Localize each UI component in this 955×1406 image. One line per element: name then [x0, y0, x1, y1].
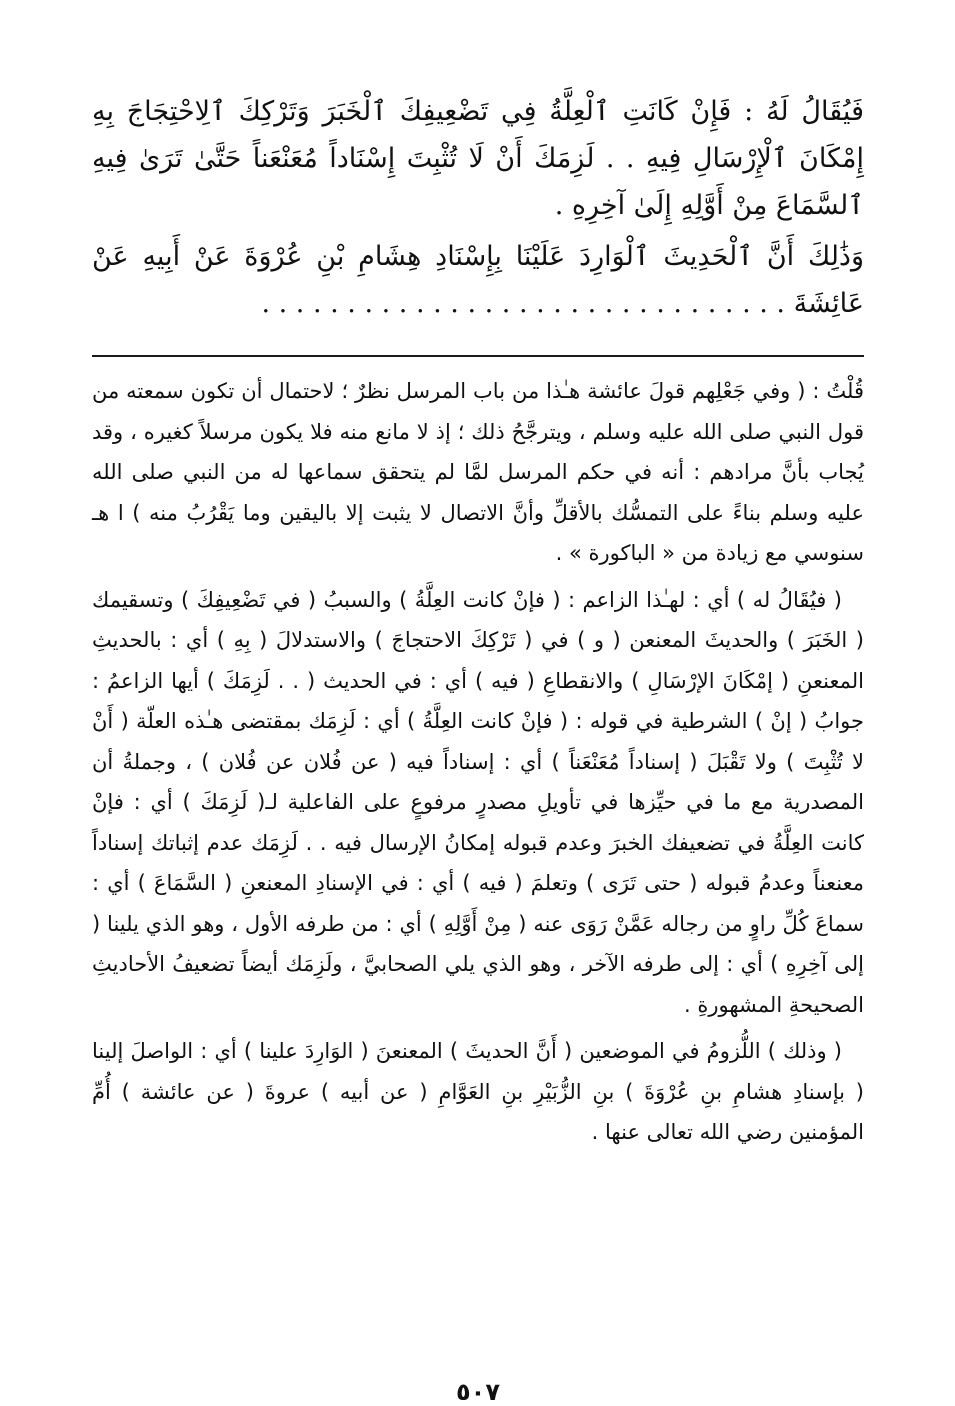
section-divider	[92, 355, 864, 357]
commentary-paragraph: ( فيُقَالُ له ) أي : لهـٰذا الزاعم : ( فإنْ كانت العِلَّةُ ) والسببُ ( في تَضْعِيفِكَ ) وتسقيمك ( الخَبَرَ ) والحديثَ المعنعن ( و ) في ( تَرْكِكَ الاحتجاجَ ) والاستدلالَ ( بِهِ ) أي : بالحديثِ المعنعنِ ( إمْكَانَ الإرْسَالِ ) والانقطاعِ ( فيه ) أي : في الحديث ( . . لَزِمَكَ ) أيها الزاعمُ : جوابُ ( إنْ ) الشرطية في قوله : ( فإنْ كانت العِلَّةُ ) أي : لَزِمَك بمقتضى هـٰذه العلّة ( أَنْ لا تُثْبِتَ ) ولا تَقْبَلَ ( إسناداً مُعَنْعَناً ) أي : إسناداً فيه ( عن فُلان عن فُلان ) ، وجملةُ أن المصدرية مع ما في حيِّزها في تأويلِ مصدرٍ مرفوعٍ على الفاعلية لـ( لَزِمَكَ ) أي : فإنْ كانت العِلَّةُ في تضعيفك الخبرَ وعدم قبوله إمكانُ الإرسال فيه . . لَزِمَك عدم إثباتك إسناداً معنعناً وعدمُ قبوله ( حتى تَرَى ) وتعلمَ ( فيه ) أي : في الإسنادِ المعنعنِ ( السَّمَاعَ ) أي : سماعَ كُلِّ راوٍ من رجاله عَمَّنْ رَوَى عنه ( مِنْ أَوَّلِهِ ) أي : من طرفه الأول ، وهو الذي يلينا ( إلى آخِرِهِ ) أي : إلى طرفه الآخر ، وهو الذي يلي الصحابيَّ ، ولَزِمَك أيضاً تضعيفُ الأحاديثِ الصحيحةِ المشهورةِ .	[92, 587, 864, 1017]
page-number: ٥٠٧	[456, 1378, 500, 1406]
book-page	[92, 88, 864, 1406]
commentary	[92, 371, 864, 1153]
main-text	[92, 88, 864, 327]
commentary-paragraph: قُلْتُ : ( وفي جَعْلِهم قولَ عائشة هـٰذا من باب المرسل نظرٌ ؛ لاحتمال أن تكون سمعته من قول النبي صلى الله عليه وسلم ، ويترجَّحُ ذلك ؛ إذ لا مانع منه فلا يكون مرسلاً كغيره ، وقد يُجاب بأنَّ مرادهم : أنه في حكم المرسل لمَّا لم يتحقق سماعها له من النبي صلى الله عليه وسلم بناءً على التمسُّك بالأقلِّ وأنَّ الاتصال لا يثبت إلا باليقين وما يَقْرُبُ منه ) ا هـ سنوسي مع زيادة من « الباكورة » .	[92, 379, 864, 565]
commentary-paragraph: ( وذلك ) اللُّزومُ في الموضعين ( أَنَّ الحديثَ ) المعنعنَ ( الوَارِدَ علينا ) أي : الواصلَ إلينا ( بإسنادِ هشامِ بنِ عُرْوَةَ ) بنِ الزُّبَيْرِ بنِ العَوَّامِ ( عن أبيه ) عروةَ ( عن عائشة ) أُمِّ المؤمنين رضي الله تعالى عنها .	[92, 1039, 864, 1144]
main-text-paragraph: وَذَٰلِكَ أَنَّ ٱلْحَدِيثَ ٱلْوَارِدَ عَلَيْنَا بِإِسْنَادِ هِشَامِ بْنِ عُرْوَةَ عَنْ أَبِيهِ عَنْ عَائِشَةَ . . . . . . . . . . . . . . . . . . . . . . . . . . . . . . .	[92, 241, 864, 319]
main-text-paragraph: فَيُقَالُ لَهُ : فَإِنْ كَانَتِ ٱلْعِلَّةُ فِي تَضْعِيفِكَ ٱلْخَبَرَ وَتَرْكِكَ ٱلِاحْتِجَاجَ بِهِ إِمْكَانَ ٱلْإِرْسَالِ فِيهِ . . لَزِمَكَ أَنْ لَا تُثْبِتَ إِسْنَاداً مُعَنْعَناً حَتَّىٰ تَرَىٰ فِيهِ ٱلسَّمَاعَ مِنْ أَوَّلِهِ إِلَىٰ آخِرِهِ .	[92, 96, 864, 221]
